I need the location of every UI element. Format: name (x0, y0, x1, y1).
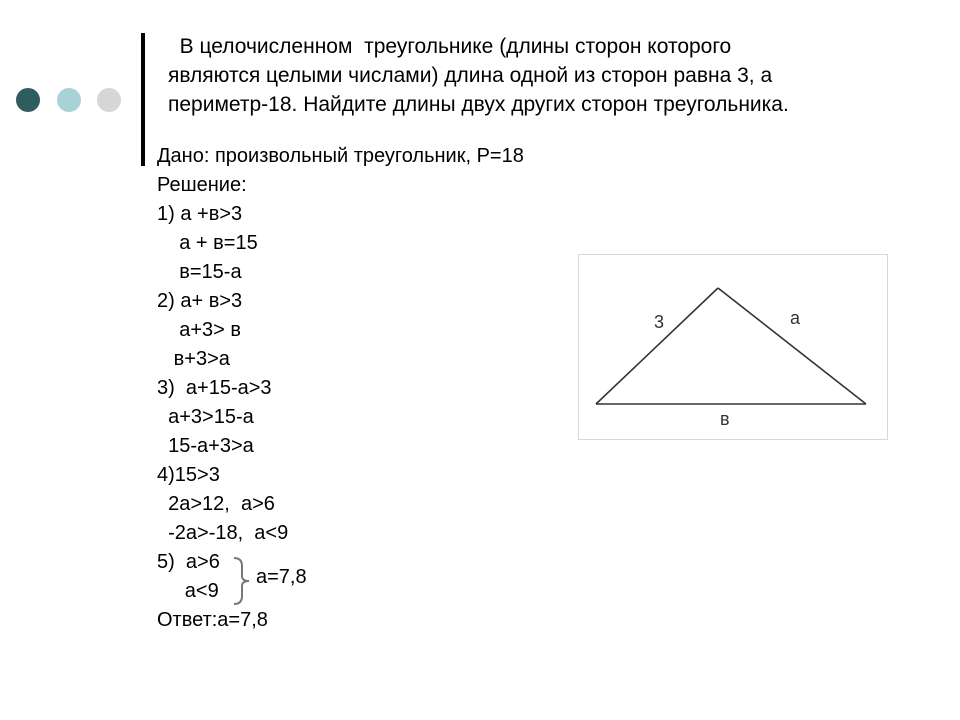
title-divider (141, 33, 145, 166)
solution-line: а<9 (157, 580, 219, 602)
brace-result: а=7,8 (256, 566, 307, 588)
solution-line: 2) а+ в>3 (157, 290, 243, 312)
decor-dot-light (57, 88, 81, 112)
solution-block (157, 142, 524, 635)
solution-given: Дано: произвольный треугольник, Р=18 (157, 145, 524, 167)
solution-line: 3) а+15-а>3 (157, 377, 272, 399)
solution-line: а+3> в (157, 319, 242, 341)
problem-statement (168, 32, 928, 119)
solution-line: 4)15>3 (157, 464, 220, 486)
problem-line: периметр-18. Найдите длины двух других сторон треугольника. (168, 93, 789, 116)
solution-heading: Решение: (157, 174, 247, 196)
curly-brace-icon (230, 556, 252, 606)
solution-line: 5) а>6 (157, 551, 220, 573)
decor-dot-grey (97, 88, 121, 112)
solution-line: в+3>а (157, 348, 230, 370)
solution-line: в=15-а (157, 261, 242, 283)
solution-line: 15-а+3>а (157, 435, 254, 457)
solution-line: 2а>12, а>6 (157, 493, 275, 515)
triangle-label-right: а (790, 308, 801, 328)
solution-answer: Ответ:а=7,8 (157, 609, 268, 631)
solution-line: а + в=15 (157, 232, 258, 254)
triangle-label-left: 3 (654, 312, 665, 332)
problem-line: являются целыми числами) длина одной из сторон равна 3, а (168, 64, 773, 87)
triangle-label-bottom: в (720, 409, 730, 429)
solution-line: -2а>-18, а<9 (157, 522, 289, 544)
triangle-figure (578, 254, 888, 440)
solution-line: а+3>15-а (157, 406, 254, 428)
solution-line: 1) а +в>3 (157, 203, 243, 225)
problem-line: В целочисленном треугольнике (длины сторон которого (168, 35, 732, 58)
decor-dot-dark (16, 88, 40, 112)
